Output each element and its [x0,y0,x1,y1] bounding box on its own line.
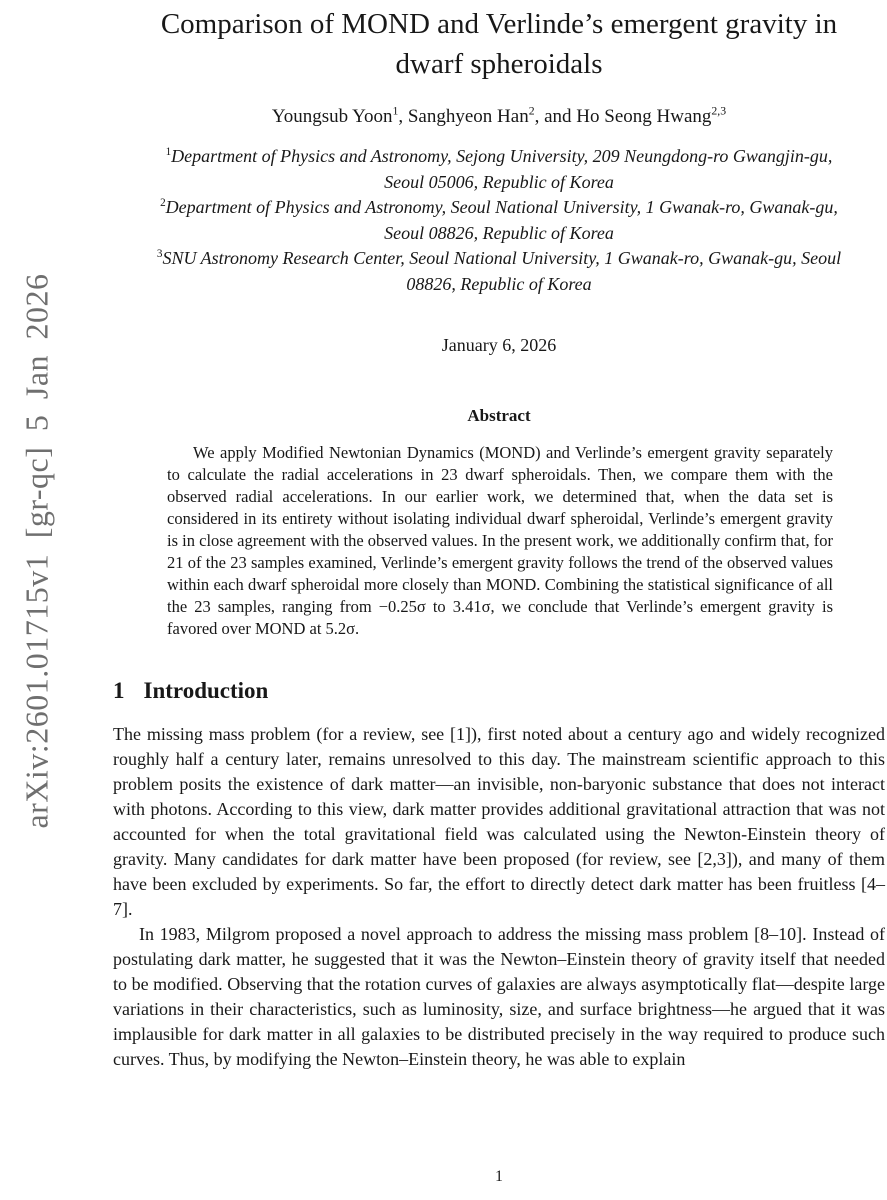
paper-content [113,0,885,1185]
section-heading [113,678,885,704]
paragraph: The missing mass problem (for a review, see [1]), first noted about a century ago and widely recognized roughly half a century later, remains unresolved to this day. The mainstream scientific approach to this problem posits the existence of dark matter—an invisible, non-baryonic substance that does not interact with photons. According to this view, dark matter provides additional gravitational attraction that was not accounted for when the total gravitational field was calculated using the Newton-Einstein theory of gravity. Many candidates for dark matter have been proposed (for review, see [2,3]), and many of them have been excluded by experiments. So far, the effort to directly detect dark matter has been fruitless [4–7]. [113,724,885,919]
authors-line: Youngsub Yoon$^1$, Sanghyeon Han$^2$, and Ho Seong Hwang$^{2,3}$ [271,104,727,127]
section-title: Introduction [143,678,269,703]
affiliation-superscript: 2 [160,197,166,209]
author-superscript: 2 [528,104,535,118]
abstract-text: We apply Modified Newtonian Dynamics (MOND) and Verlinde’s emergent gravity separately to calculate the radial accelerations in 23 dwarf spheroidals. Then, we compare them with the observed radial accelerations. In our earlier work, we determined that, when the data set is considered in its entirety without isolating individual dwarf spheroidal, Verlinde’s emergent gravity is in close agreement with the observed values. In the present work, we additionally confirm that, for 21 of the 23 samples examined, Verlinde’s emergent gravity follows the trend of the observed values within each dwarf spheroidal more closely than MOND. Combining the statistical significance of all the 23 samples, ranging from −0.25σ to 3.41σ, we conclude that Verlinde’s emergent gravity is favored over MOND at 5.2σ. [167,443,833,638]
affiliation-superscript: 1 [165,146,172,158]
arxiv-watermark: arXiv:2601.01715v1 [gr-qc] 5 Jan 2026 [18,273,55,829]
affiliation-line: $^2$Department of Physics and Astronomy, Seoul National University, 1 Gwanak-ro, Gwanak-gu, Seoul 08826, Republic of Korea [160,197,838,243]
author-superscript: 1 [392,104,399,118]
date-line: January 6, 2026 [441,335,557,355]
paper-title: Comparison of MOND and Verlinde’s emergent gravity in dwarf spheroidals [160,8,838,80]
affiliation-line: $^1$Department of Physics and Astronomy, Sejong University, 209 Neungdong-ro Gwangjin-gu, Seoul 05006, Republic of Korea [165,146,833,192]
affiliations-block [113,144,885,297]
author-superscript: 2,3 [711,104,727,118]
section-body [113,722,885,1072]
abstract-heading: Abstract [467,406,531,425]
affiliation-superscript: 3 [156,248,163,260]
paragraph: In 1983, Milgrom proposed a novel approach to address the missing mass problem [8–10]. Instead of postulating dark matter, he suggested that it was the Newton–Einstein theory of gravity itself that needed to be modified. Observing that the rotation curves of galaxies are always asymptotically flat—despite large variations in their characteristics, such as luminosity, size, and surface brightness—he argued that it was implausible for dark matter in all galaxies to be distributed precisely in the way required to produce such curves. Thus, by modifying the Newton–Einstein theory, he was able to explain [113,924,885,1069]
section-number: 1 [113,678,125,703]
abstract-section [113,406,885,640]
page-number: 1 [495,1168,503,1185]
affiliation-line: $^3$SNU Astronomy Research Center, Seoul National University, 1 Gwanak-ro, Gwanak-gu, Seoul 08826, Republic of Korea [156,248,842,294]
